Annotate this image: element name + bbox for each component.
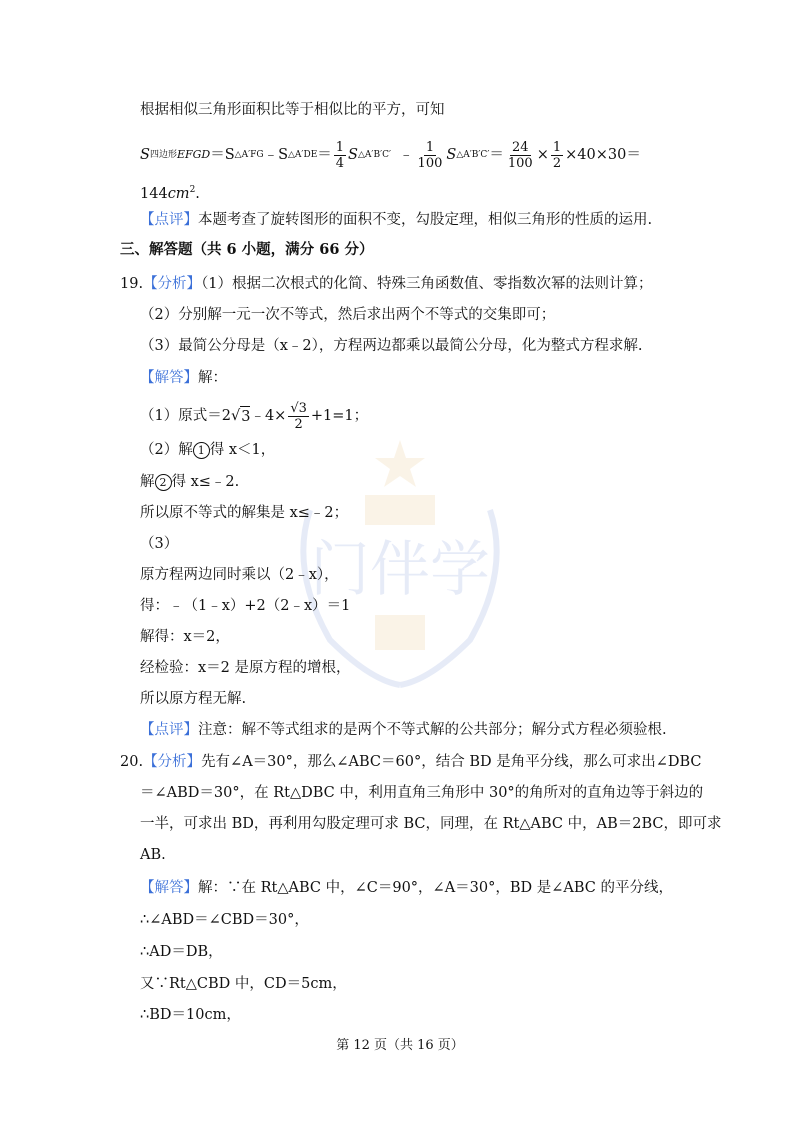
eq-part: ×40×30＝: [565, 147, 641, 163]
fraction: $\frac{√3}{2}$: [290, 400, 307, 432]
eq-part: ﹣: [399, 147, 414, 163]
solution-line: 原方程两边同时乘以（2﹣x），: [140, 567, 339, 583]
solution-line: 解 2 得 x≤﹣2.: [140, 474, 240, 490]
text-line: $144cm^2$.: [140, 185, 200, 202]
solution-line: （1）原式＝ 2 √ 3 ﹣4× $\frac{√3}{2}$ +1=1；: [140, 400, 369, 432]
watermark-text: 门伴学: [310, 535, 490, 605]
solution-line: 所以原不等式的解集是 x≤﹣2；: [140, 505, 349, 521]
solution-line: 经检验：x＝2 是原方程的增根，: [140, 660, 351, 676]
comment-tag: 【点评】: [140, 212, 198, 228]
solution-line: （2）解 1 得 x＜1，: [140, 442, 276, 458]
eq-symbol: S: [446, 147, 457, 163]
solution-line: 所以原方程无解.: [140, 691, 247, 707]
text-line: 根据相似三角形面积比等于相似比的平方，可知: [140, 102, 445, 118]
comment-line: 【点评】本题考查了旋转图形的面积不变，勾股定理，相似三角形的性质的运用.: [140, 212, 653, 228]
eq-sub: 四边形: [149, 150, 177, 160]
eq-sub: △A′FG: [234, 150, 264, 160]
eq-sub: △A′B′C′: [456, 150, 490, 160]
text-line: ＝∠ABD＝30°，在 Rt△DBC 中，利用直角三角形中 30°的角所对的直角边等于斜边的: [140, 785, 704, 801]
eq-symbol: S: [348, 147, 358, 163]
eq-part: ＝S: [210, 147, 235, 163]
eq-sub: △A′DE: [288, 150, 318, 160]
page-footer: 第 12 页（共 16 页）: [336, 1038, 464, 1053]
eq-part: ﹣S: [263, 147, 289, 163]
text-line: （3）最简公分母是（x﹣2），方程两边都乘以最简公分母，化为整式方程求解.: [140, 338, 643, 354]
solution-line: 得：﹣（1﹣x）+2（2﹣x）＝1: [140, 598, 351, 614]
eq-part: ＝: [317, 147, 332, 163]
fraction: $\frac{1}{100}$: [417, 139, 443, 171]
comment-line: 【点评】注意：解不等式组求的是两个不等式解的公共部分；解分式方程必须验根.: [140, 722, 667, 738]
text-line: AB.: [140, 847, 166, 863]
eq-sub: △A′B′C′: [357, 150, 392, 160]
question-19-analysis: 19.【分析】（1）根据二次根式的化简、特殊三角函数值、零指数次幂的法则计算；: [120, 276, 653, 292]
solution-line: ∴BD＝10cm，: [140, 1007, 241, 1023]
answer-line: 【解答】解：: [140, 370, 227, 386]
section-heading: 三、解答题（共 6 小题，满分 66 分）: [120, 241, 374, 258]
eq-part: ＝: [489, 147, 504, 163]
fraction: $\frac{1}{2}$: [552, 139, 562, 171]
eq-symbol: S: [140, 147, 150, 163]
text-line: （2）分别解一元一次不等式，然后求出两个不等式的交集即可；: [140, 307, 556, 323]
eq-part: ×: [536, 147, 549, 163]
solution-line: ∴∠ABD＝∠CBD＝30°，: [140, 912, 309, 928]
solution-line: 又∵Rt△CBD 中，CD＝5cm，: [140, 976, 347, 992]
eq-sub: EFGD: [176, 148, 211, 161]
question-20-analysis: 20.【分析】先有∠A＝30°，那么∠ABC＝60°，结合 BD 是角平分线，那么可求出∠DBC: [120, 754, 702, 770]
fraction: $\frac{1}{4}$: [335, 139, 345, 171]
solution-line: ∴AD＝DB，: [140, 944, 223, 960]
solution-line: （3）: [140, 536, 179, 552]
text-line: 一半，可求出 BD，再利用勾股定理可求 BC，同理，在 Rt△ABC 中，AB＝2BC，即可求: [140, 816, 722, 832]
solution-line: 解得：x＝2，: [140, 629, 230, 645]
equation-line: [140, 138, 641, 172]
fraction: $\frac{24}{100}$: [507, 139, 533, 171]
answer-line: 【解答】解：∵在 Rt△ABC 中，∠C＝90°，∠A＝30°，BD 是∠ABC 的平分线，: [140, 880, 674, 896]
